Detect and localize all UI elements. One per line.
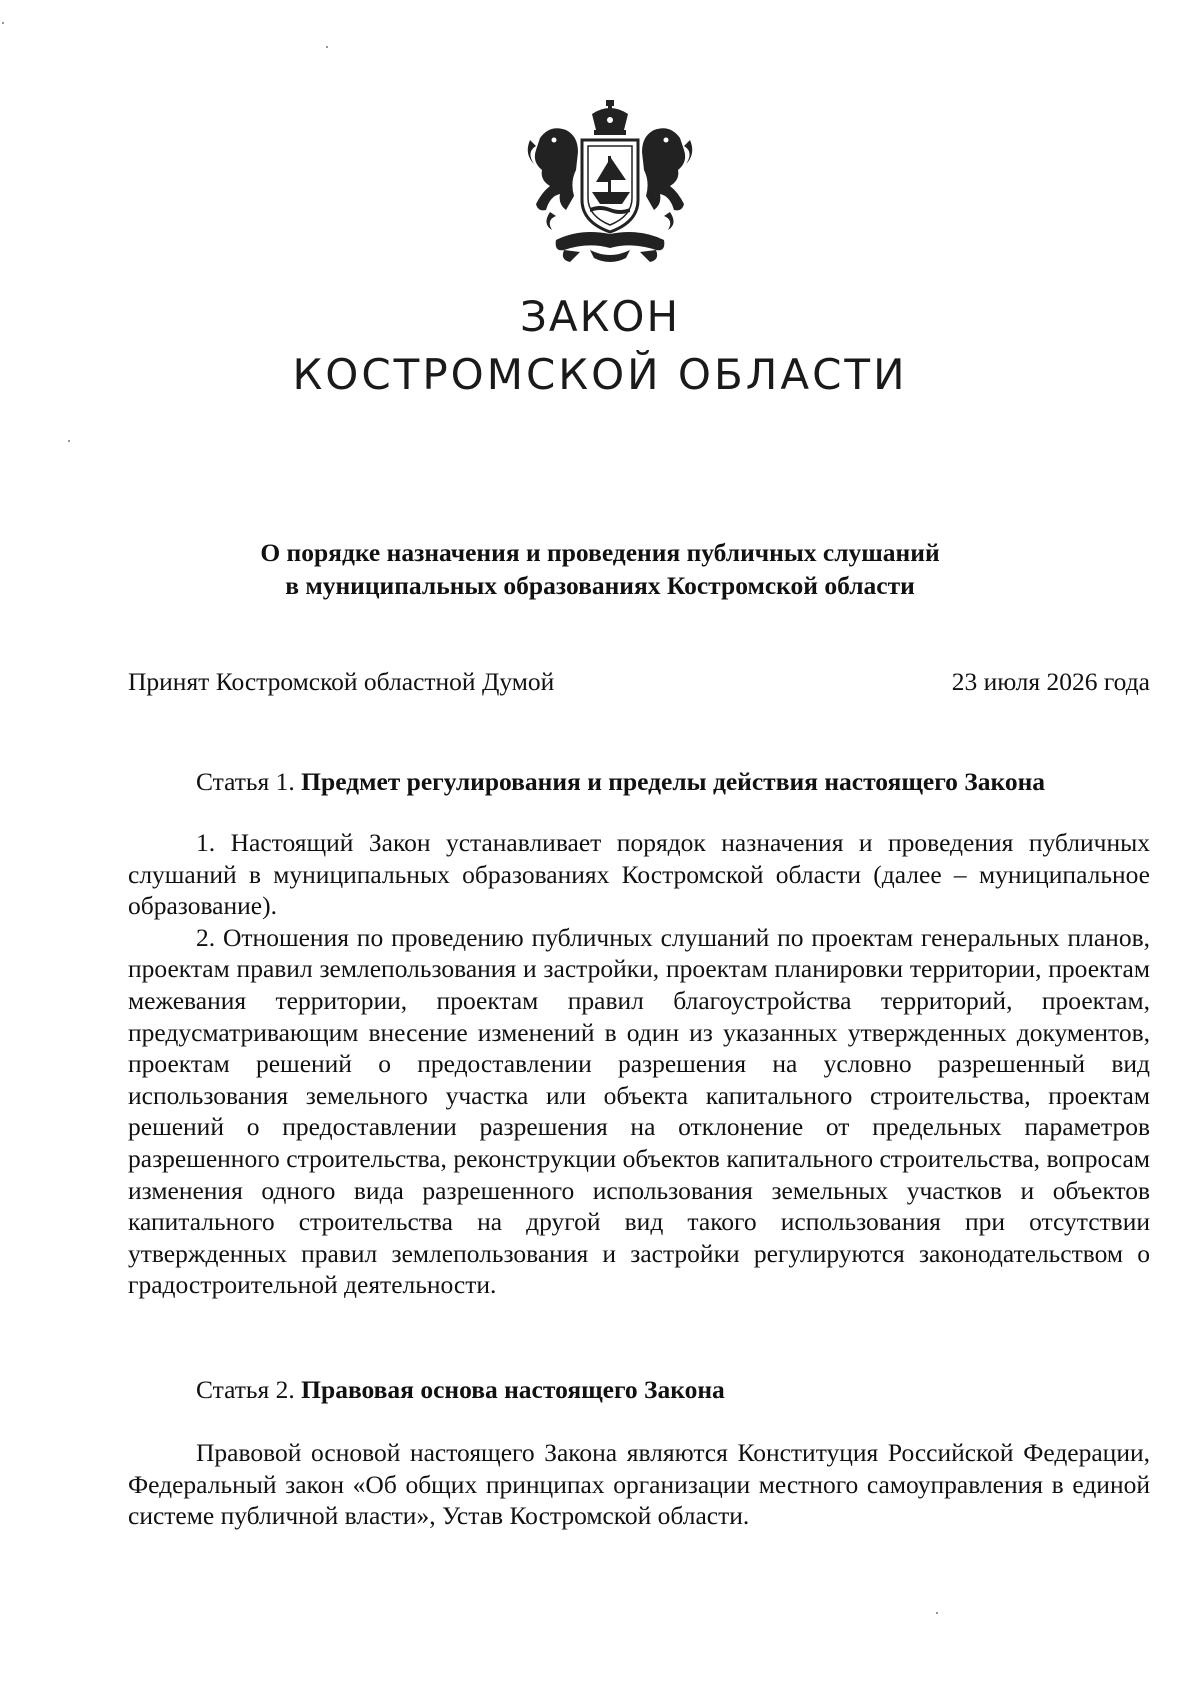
document-title-line-1: О порядке назначения и проведения публичных слушаний (260, 538, 940, 567)
article-2-paragraph-1: Правовой основой настоящего Закона являются Конституция Российской Федерации, Федеральный закон «Об общих принципах организации местного самоуправления в единой системе публичной власти», Устав Костромской области. (128, 1438, 1150, 1531)
article-2-body (128, 1437, 1150, 1532)
adoption-date: 23 июля 2026 года (951, 667, 1150, 696)
article-2-number: Статья 2. (196, 1375, 295, 1404)
article-1-paragraph-1: 1. Настоящий Закон устанавливает порядок назначения и проведения публичных слушаний в муниципальных образованиях Костромской области (далее – муниципальное образование). (128, 828, 1150, 921)
region-heading: КОСТРОМСКОЙ ОБЛАСТИ (292, 350, 908, 399)
article-1-heading (196, 765, 1045, 798)
article-1-body (128, 827, 1150, 1301)
document-title (0, 536, 1200, 602)
scan-speck (936, 1612, 938, 1614)
law-heading: ЗАКОН (519, 292, 681, 341)
article-2-heading (196, 1373, 725, 1406)
article-2-title: Правовая основа настоящего Закона (301, 1375, 725, 1404)
document-title-line-2: в муниципальных образованиях Костромской области (285, 571, 915, 600)
scan-speck (2, 22, 4, 24)
adoption-line (128, 665, 1150, 698)
scan-speck (68, 440, 70, 442)
article-1-title: Предмет регулирования и пределы действия настоящего Закона (301, 767, 1046, 796)
adoption-body: Принят Костромской областной Думой (128, 667, 555, 696)
article-1-number: Статья 1. (196, 767, 295, 796)
scan-speck (326, 46, 328, 48)
kostroma-coat-of-arms-icon (520, 100, 700, 270)
article-1-paragraph-2: 2. Отношения по проведению публичных слушаний по проектам генеральных планов, проектам правил землепользования и застройки, проектам планировки территории, проектам межевания территории, проектам правил благоустройства территорий, проектам, предусматривающим внесение изменений в один из указанных утвержденных документов, проектам решений о предоставлении разрешения на условно разрешенный вид использования земельного участка или объекта капитального строительства, проектам решений о предоставлении разрешения на отклонение от предельных параметров разрешенного строительства, реконструкции объектов капитального строительства, вопросам изменения одного вида разрешенного использования земельных участков и объектов капитального строительства на другой вид такого использования при отсутствии утвержденных правил землепользования и застройки регулируются законодательством о градостроительной деятельности. (128, 922, 1150, 1300)
